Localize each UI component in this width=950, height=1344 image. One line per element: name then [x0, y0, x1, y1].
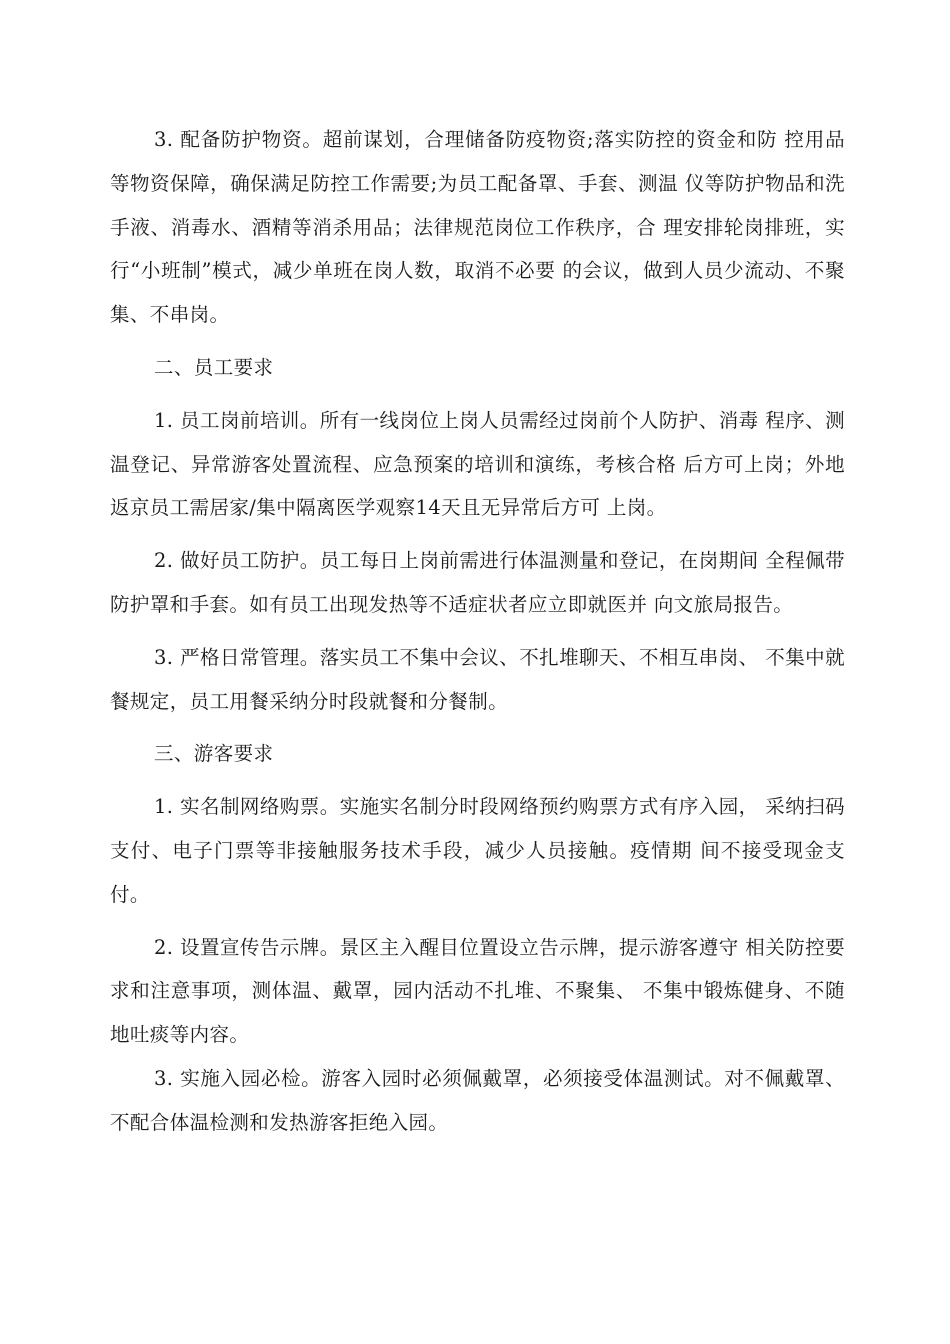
paragraph-staff-training: 1. 员工岗前培训。所有一线岗位上岗人员需经过岗前个人防护、消毒 程序、测温登记、异常游客处置流程、应急预案的培训和演练，考核合格 后方可上岗；外地返京员工需居家/集中隔离医学观察14天且无异常后方可 上岗。 [110, 408, 845, 520]
paragraph-staff-protection: 2. 做好员工防护。员工每日上岗前需进行体温测量和登记，在岗期间 全程佩带防护罩和手套。如有员工出现发热等不适症状者应立即就医并 向文旅局报告。 [110, 549, 845, 616]
section-heading-visitors: 三、游客要求 [154, 742, 274, 766]
paragraph-supplies: 3. 配备防护物资。超前谋划，合理储备防疫物资;落实防控的资金和防 控用品等物资保障，确保满足防控工作需要;为员工配备罩、手套、测温 仪等防护物品和洗手液、消毒水、酒精等消杀用品；法律规范岗位工作秩序，合 理安排轮岗排班，实行“小班制”模式，减少单班在岗人数，取消不必要 的会议，做到人员少流动、不聚集、不串岗。 [110, 128, 845, 327]
section-heading-staff: 二、员工要求 [154, 355, 274, 379]
paragraph-signage: 2. 设置宣传告示牌。景区主入醒目位置设立告示牌，提示游客遵守 相关防控要求和注意事项，测体温、戴罩，园内活动不扎堆、不聚集、 不集中锻炼健身、不随地吐痰等内容。 [110, 935, 845, 1047]
document-page [110, 118, 845, 1145]
paragraph-entry-check: 3. 实施入园必检。游客入园时必须佩戴罩，必须接受体温测试。对不佩戴罩、不配合体温检测和发热游客拒绝入园。 [110, 1066, 845, 1134]
paragraph-ticketing: 1. 实名制网络购票。实施实名制分时段网络预约购票方式有序入园， 采纳扫码支付、电子门票等非接触服务技术手段，减少人员接触。疫情期 间不接受现金支付。 [110, 795, 845, 906]
paragraph-daily-management: 3. 严格日常管理。落实员工不集中会议、不扎堆聊天、不相互串岗、 不集中就餐规定，员工用餐采纳分时段就餐和分餐制。 [110, 645, 845, 713]
